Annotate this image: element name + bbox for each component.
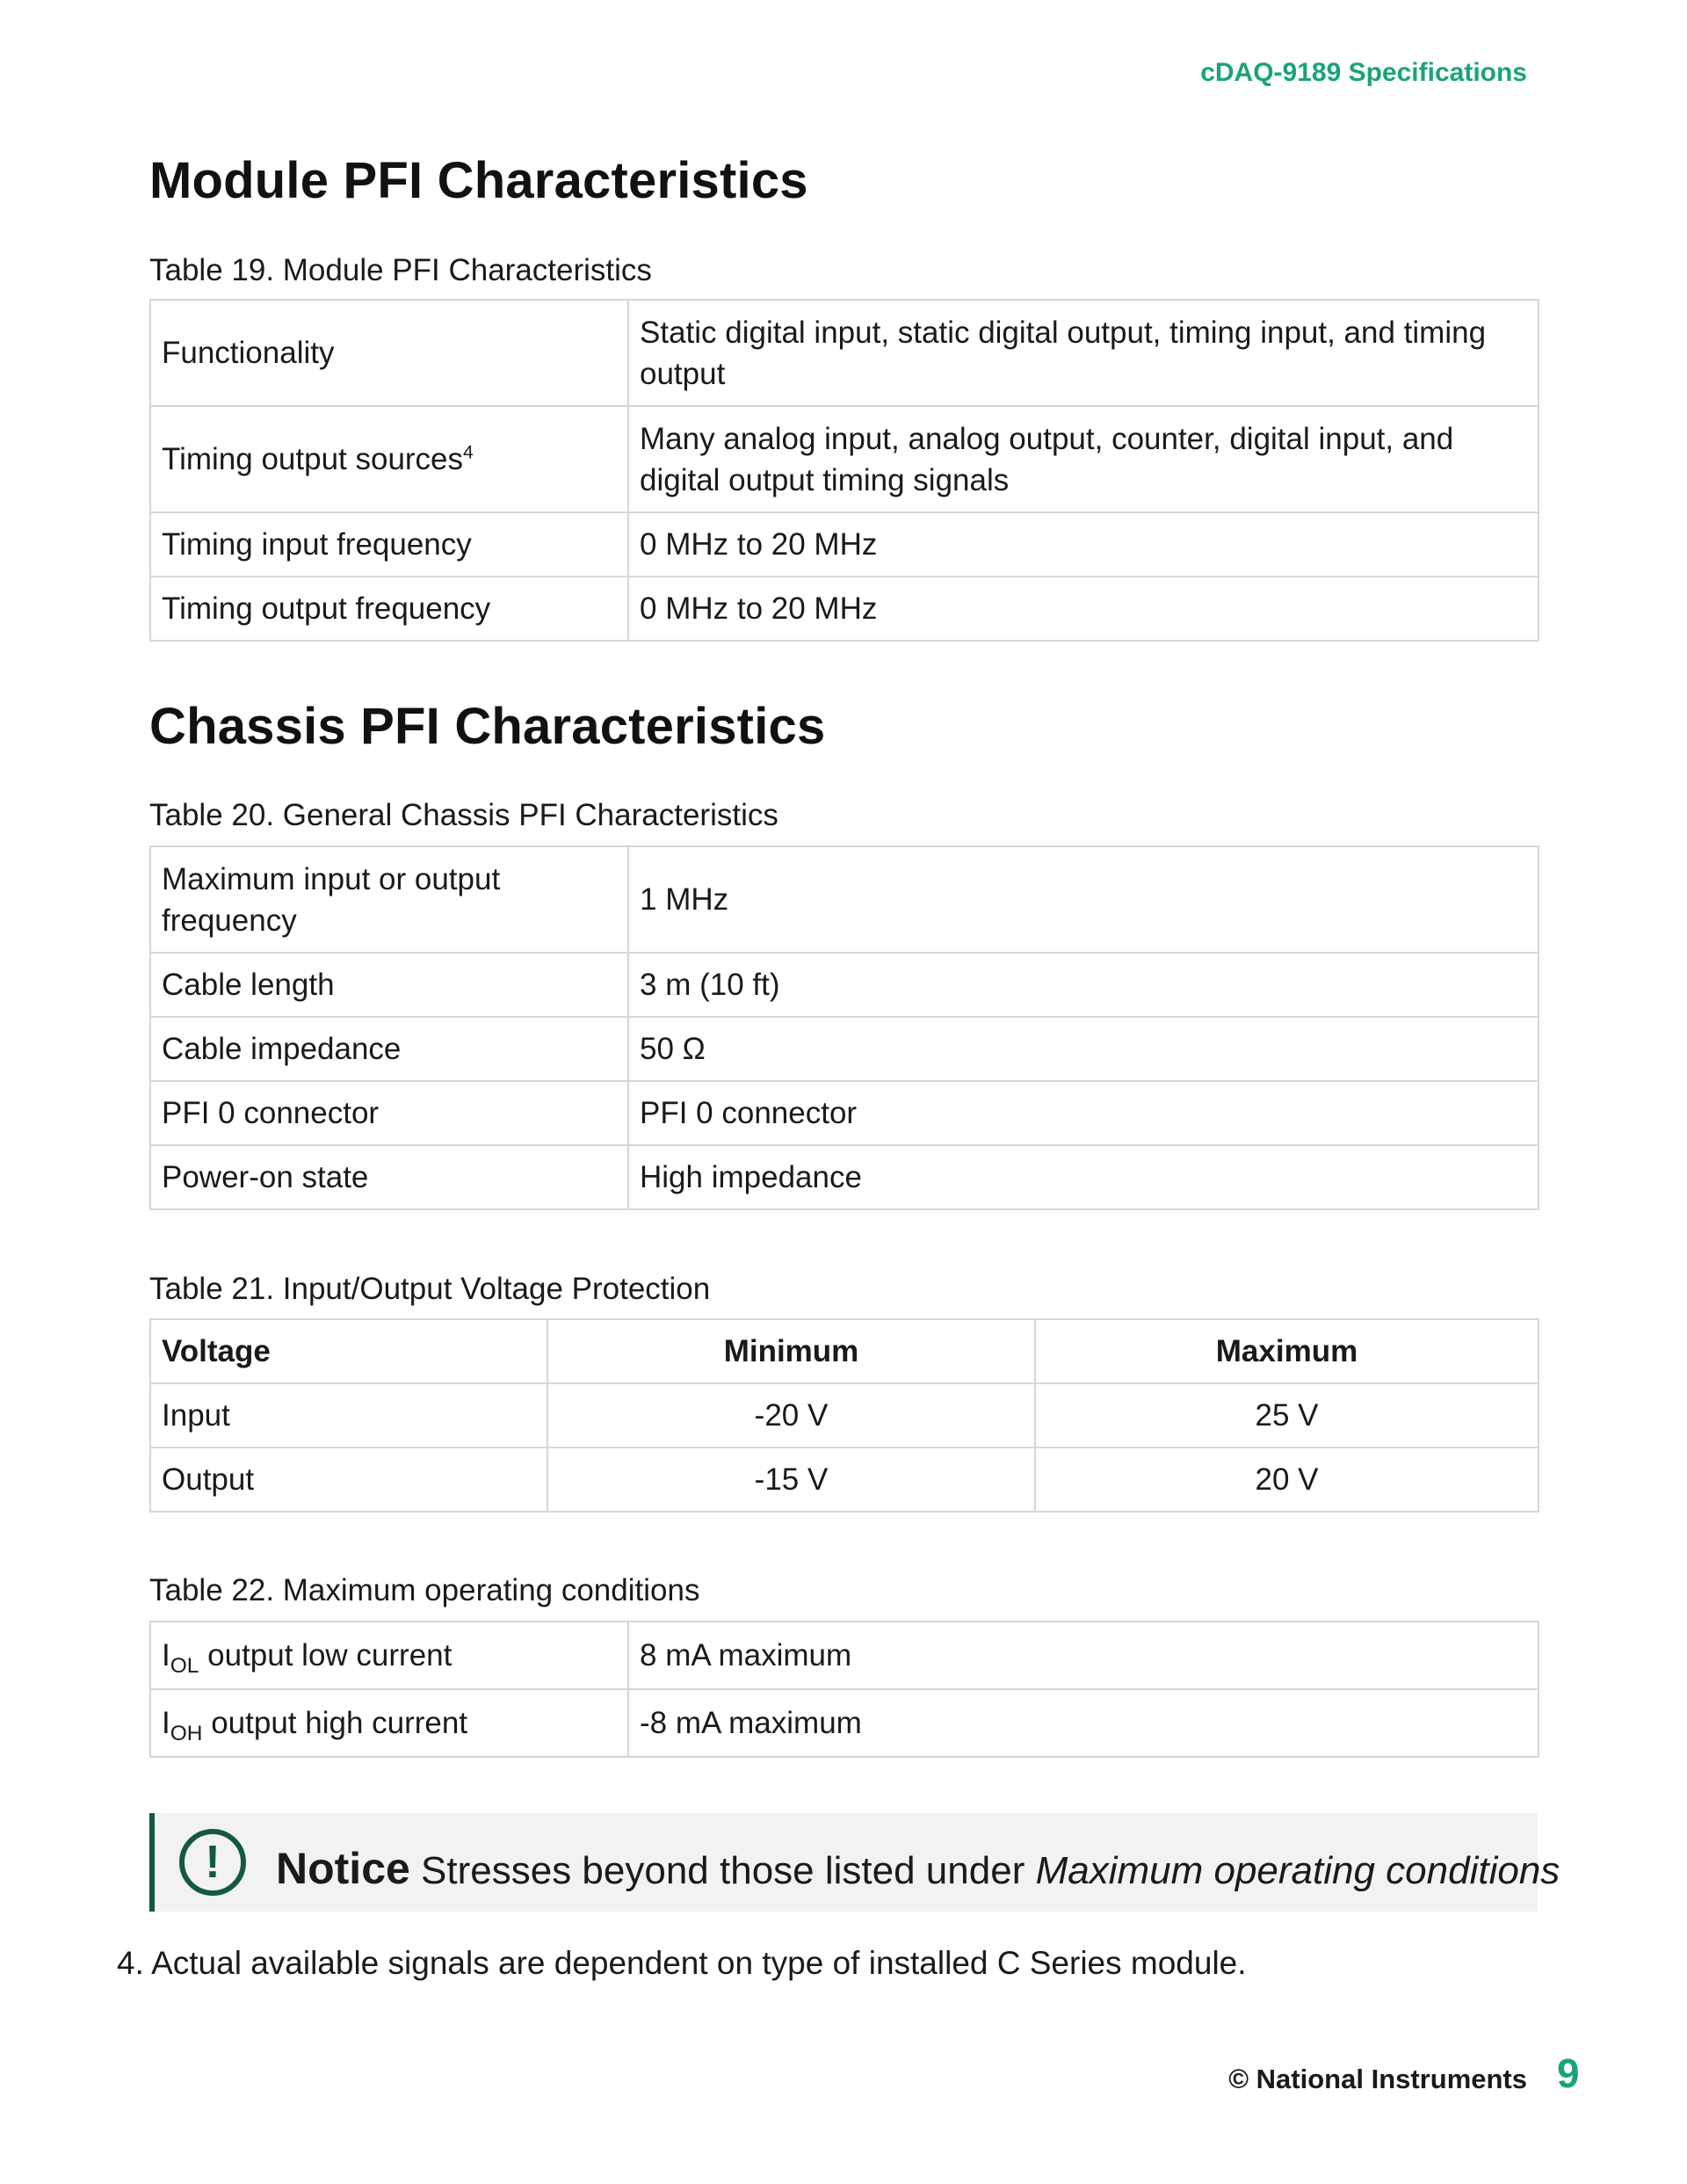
row-label: PFI 0 connector	[150, 1081, 628, 1145]
row-label: Timing output frequency	[150, 577, 628, 641]
exclamation-circle-icon: !	[179, 1829, 246, 1896]
row-value: 1 MHz	[628, 846, 1539, 953]
row-label: output high current	[202, 1706, 468, 1740]
footnote-marker: 4.	[117, 1945, 144, 1981]
running-header: cDAQ-9189 Specifications	[1200, 58, 1527, 87]
table-20-caption: Table 20. General Chassis PFI Characteristics	[149, 798, 778, 832]
notice-text	[276, 1843, 1560, 1894]
cell-minimum: -15 V	[547, 1448, 1035, 1512]
cell-maximum: 20 V	[1035, 1448, 1539, 1512]
column-header-voltage: Voltage	[150, 1319, 547, 1383]
row-label: output low current	[199, 1638, 453, 1672]
row-label: Cable length	[150, 953, 628, 1017]
row-label: Power-on state	[150, 1145, 628, 1209]
table-row	[150, 512, 1539, 577]
row-label: Maximum input or output frequency	[150, 846, 628, 953]
footnote-ref: 4	[463, 442, 474, 463]
table-19-module-pfi	[149, 299, 1539, 642]
row-label-cell	[150, 1689, 628, 1757]
row-value: 8 mA maximum	[628, 1622, 1539, 1689]
current-symbol: I	[162, 1706, 170, 1740]
row-value: Many analog input, analog output, counter, digital input, and digital output timing signals	[628, 406, 1539, 512]
table-row	[150, 406, 1539, 512]
row-label: Timing input frequency	[150, 512, 628, 577]
cell-voltage: Input	[150, 1383, 547, 1448]
row-label-cell	[150, 1622, 628, 1689]
current-subscript: OH	[170, 1722, 203, 1745]
column-header-maximum: Maximum	[1035, 1319, 1539, 1383]
table-row	[150, 1383, 1539, 1448]
footnote-4	[117, 1945, 1247, 1982]
section-heading-module-pfi: Module PFI Characteristics	[149, 152, 808, 209]
table-row	[150, 1145, 1539, 1209]
row-value: 0 MHz to 20 MHz	[628, 512, 1539, 577]
table-row	[150, 1448, 1539, 1512]
table-row	[150, 953, 1539, 1017]
cell-minimum: -20 V	[547, 1383, 1035, 1448]
page-number: 9	[1557, 2050, 1580, 2096]
row-label: Functionality	[150, 300, 628, 406]
table-row	[150, 1081, 1539, 1145]
current-subscript: OL	[170, 1654, 199, 1678]
notice-body: Stresses beyond those listed under	[409, 1849, 1036, 1892]
row-value: 3 m (10 ft)	[628, 953, 1539, 1017]
table-row	[150, 1622, 1539, 1689]
row-label: Timing output sources	[162, 442, 464, 476]
table-row	[150, 1017, 1539, 1081]
row-value: Static digital input, static digital output, timing input, and timing output	[628, 300, 1539, 406]
row-value: PFI 0 connector	[628, 1081, 1539, 1145]
table-row	[150, 577, 1539, 641]
row-value: High impedance	[628, 1145, 1539, 1209]
footnote-text: Actual available signals are dependent on type of installed C Series module.	[143, 1945, 1247, 1981]
row-label-cell	[150, 406, 628, 512]
table-20-chassis-pfi	[149, 845, 1539, 1210]
row-value: -8 mA maximum	[628, 1689, 1539, 1757]
current-symbol: I	[162, 1638, 170, 1672]
table-19-caption: Table 19. Module PFI Characteristics	[149, 253, 652, 287]
table-header-row	[150, 1319, 1539, 1383]
row-value: 0 MHz to 20 MHz	[628, 577, 1539, 641]
table-row	[150, 1689, 1539, 1757]
table-21-caption: Table 21. Input/Output Voltage Protection	[149, 1272, 711, 1306]
footer-copyright: © National Instruments	[1228, 2064, 1527, 2094]
table-22-max-operating-conditions	[149, 1621, 1539, 1758]
column-header-minimum: Minimum	[547, 1319, 1035, 1383]
notice-callout	[149, 1813, 1560, 1912]
table-22-caption: Table 22. Maximum operating conditions	[149, 1573, 700, 1607]
row-label: Cable impedance	[150, 1017, 628, 1081]
row-value: 50 Ω	[628, 1017, 1539, 1081]
cell-voltage: Output	[150, 1448, 547, 1512]
table-row	[150, 300, 1539, 406]
notice-title: Notice	[276, 1844, 410, 1893]
cell-maximum: 25 V	[1035, 1383, 1539, 1448]
table-row	[150, 846, 1539, 953]
table-21-voltage-protection	[149, 1318, 1539, 1513]
notice-emphasis: Maximum operating conditions	[1035, 1849, 1560, 1892]
section-heading-chassis-pfi: Chassis PFI Characteristics	[149, 698, 826, 755]
